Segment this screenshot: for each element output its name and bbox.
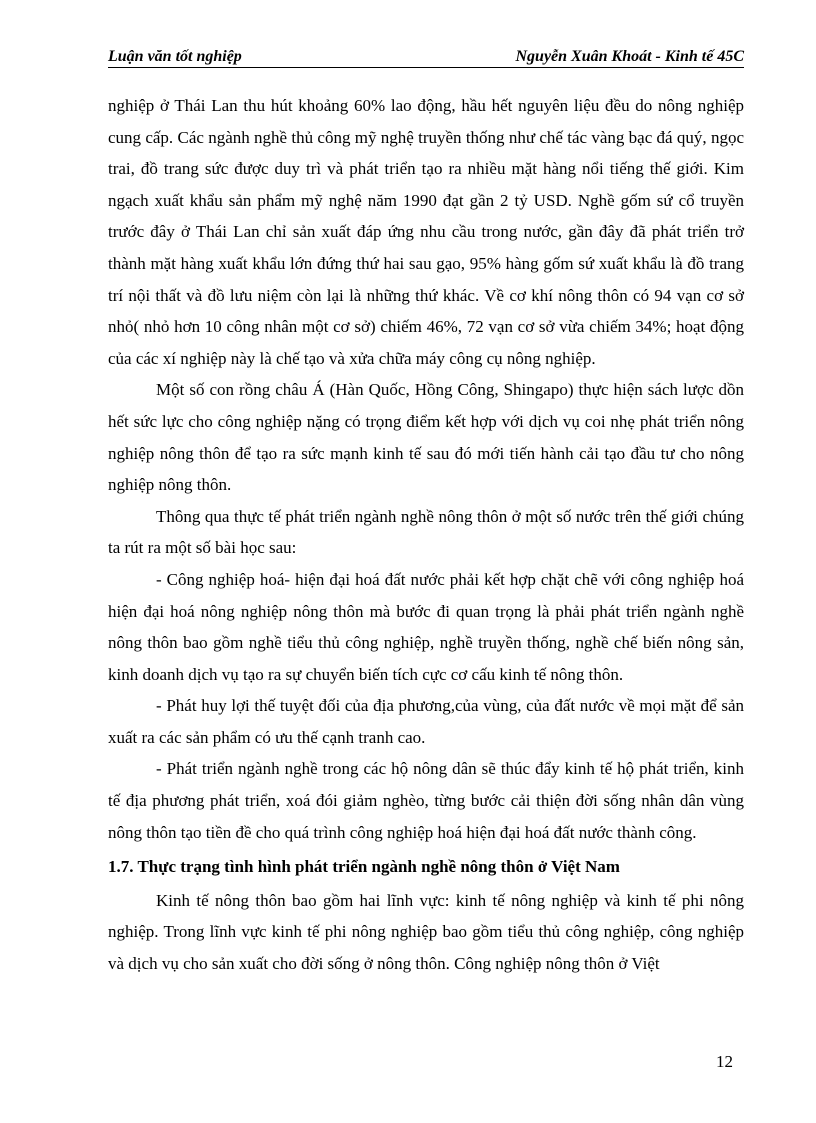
- page-body: [108, 90, 744, 980]
- paragraph-3: Thông qua thực tế phát triển ngành nghề nông thôn ở một số nước trên thế giới chúng ta rút ra một số bài học sau:: [108, 506, 744, 558]
- header-author: Nguyễn Xuân Khoát - Kinh tế 45C: [515, 48, 744, 65]
- page-header: [108, 42, 744, 68]
- header-thesis-title: Luận văn tốt nghiệp: [108, 48, 242, 65]
- page-number: 12: [716, 1052, 733, 1071]
- paragraph-2: Một số con rồng châu Á (Hàn Quốc, Hồng Công, Shingapo) thực hiện sách lược dồn hết sức lực cho công nghiệp nặng có trọng điểm kết hợp với dịch vụ coi nhẹ phát triển nông nghiệp nông thôn để tạo ra sức mạnh kinh tế sau đó mới tiến hành cải tạo đầu tư cho nông nghiệp nông thôn.: [108, 380, 744, 495]
- header-divider: [108, 67, 744, 68]
- section-heading: 1.7. Thực trạng tình hình phát triển ngành nghề nông thôn ở Việt Nam: [108, 857, 620, 877]
- paragraph-7: Kinh tế nông thôn bao gồm hai lĩnh vực: kinh tế nông nghiệp và kinh tế phi nông nghiệp. Trong lĩnh vực kinh tế phi nông nghiệp bao gồm tiểu thủ công nghiệp, công nghiệp và dịch vụ cho sản xuất cho đời sống ở nông thôn. Công nghiệp nông thôn ở Việt: [108, 890, 744, 974]
- lesson-item-3: - Phát triển ngành nghề trong các hộ nông dân sẽ thúc đẩy kinh tế hộ phát triển, kinh tế địa phương phát triển, xoá đói giảm nghèo, từng bước cải thiện đời sống nhân dân vùng nông thôn tạo tiền đề cho quá trình công nghiệp hoá hiện đại hoá đất nước thành công.: [108, 759, 744, 842]
- lesson-item-2: - Phát huy lợi thế tuyệt đối của địa phương,của vùng, của đất nước về mọi mặt để sản xuất ra các sản phẩm có ưu thế cạnh tranh cao.: [108, 696, 744, 747]
- lesson-item-1: - Công nghiệp hoá- hiện đại hoá đất nước phải kết hợp chặt chẽ với công nghiệp hoá hiện đại hoá nông nghiệp nông thôn mà bước đi quan trọng là phải phát triển ngành nghề nông thôn bao gồm nghề tiểu thủ công nghiệp, nghề truyền thống, nghề chế biến nông sản, kinh doanh dịch vụ tạo ra sự chuyển biến tích cực cơ cấu kinh tế nông thôn.: [108, 569, 744, 684]
- paragraph-1: nghiệp ở Thái Lan thu hút khoảng 60% lao động, hầu hết nguyên liệu đều do nông nghiệp cung cấp. Các ngành nghề thủ công mỹ nghệ truyền thống như chế tác vàng bạc đá quý, ngọc trai, đồ trang sức được duy trì và phát triển tạo ra nhiều mặt hàng nổi tiếng thế giới. Kim ngạch xuất khẩu sản phẩm mỹ nghệ năm 1990 đạt gần 2 tỷ USD. Nghề gốm sứ cổ truyền trước đây ở Thái Lan chỉ sản xuất đáp ứng nhu cầu trong nước, gần đây đã phát triển trở thành mặt hàng xuất khẩu lớn đứng thứ hai sau gạo, 95% hàng gốm sứ xuất khẩu là đồ trang trí nội thất và đồ lưu niệm còn lại là những thứ khác. Về cơ khí nông thôn có 94 vạn cơ sở nhỏ( nhỏ hơn 10 công nhân một cơ sở) chiếm 46%, 72 vạn cơ sở vừa chiếm 34%; hoạt động của các xí nghiệp này là chế tạo và xửa chữa máy công cụ nông nghiệp.: [108, 96, 744, 368]
